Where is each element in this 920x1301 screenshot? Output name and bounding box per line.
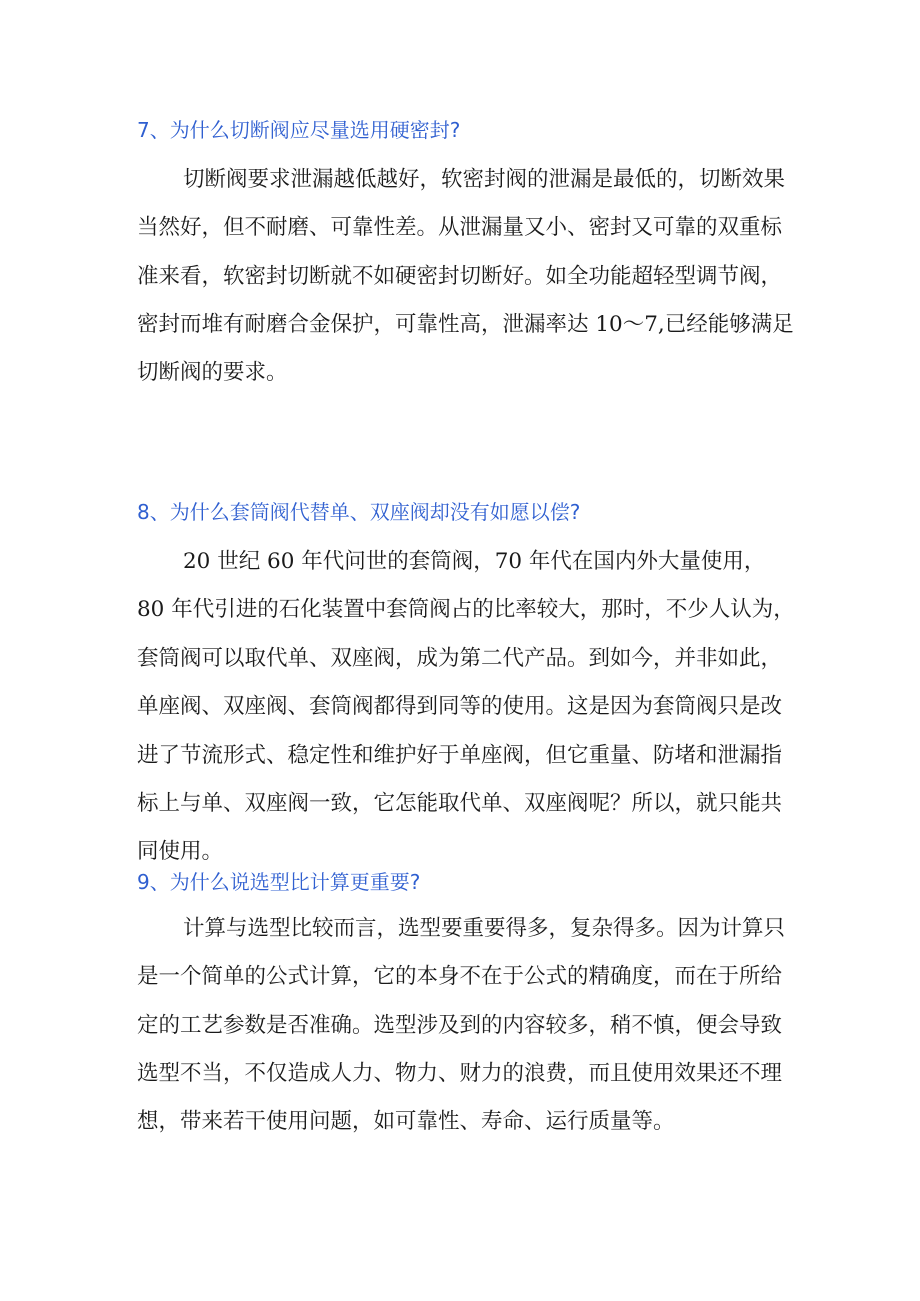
section-9-heading: 9、为什么说选型比计算更重要? (137, 870, 421, 894)
section-7-line-1: 切断阀要求泄漏越低越好，软密封阀的泄漏是最低的，切断效果 (183, 167, 786, 192)
section-9-line-4: 选型不当，不仅造成人力、物力、财力的浪费，而且使用效果还不理 (137, 1061, 783, 1086)
section-7-line-3: 准来看，软密封切断就不如硬密封切断好。如全功能超轻型调节阀， (137, 264, 783, 289)
section-9-line-1: 计算与选型比较而言，选型要重要得多，复杂得多。因为计算只 (183, 916, 786, 941)
section-8-line-5: 进了节流形式、稳定性和维护好于单座阀，但它重量、防堵和泄漏指 (137, 743, 783, 768)
section-8-line-4: 单座阀、双座阀、套筒阀都得到同等的使用。这是因为套筒阀只是改 (137, 694, 783, 719)
section-7-line-5: 切断阀的要求。 (137, 360, 288, 385)
section-8-line-6: 标上与单、双座阀一致，它怎能取代单、双座阀呢？所以，就只能共 (137, 791, 783, 816)
section-8-line-1: 20 世纪 60 年代问世的套筒阀，70 年代在国内外大量使用， (183, 549, 766, 574)
section-7-line-2: 当然好，但不耐磨、可靠性差。从泄漏量又小、密封又可靠的双重标 (137, 215, 783, 240)
section-8-heading: 8、为什么套筒阀代替单、双座阀却没有如愿以偿? (137, 500, 581, 524)
section-8-line-7: 同使用。 (137, 839, 224, 864)
section-8-line-3: 套筒阀可以取代单、双座阀，成为第二代产品。到如今，并非如此， (137, 646, 783, 671)
section-9-line-3: 定的工艺参数是否准确。选型涉及到的内容较多，稍不慎，便会导致 (137, 1013, 783, 1038)
section-9-line-2: 是一个简单的公式计算，它的本身不在于公式的精确度，而在于所给 (137, 964, 783, 989)
section-8-line-2: 80 年代引进的石化装置中套筒阀占的比率较大，那时，不少人认为， (137, 597, 795, 622)
section-7-line-4: 密封而堆有耐磨合金保护，可靠性高，泄漏率达 10～7,已经能够满足 (137, 312, 794, 337)
section-7-heading: 7、为什么切断阀应尽量选用硬密封? (137, 118, 461, 142)
section-9-line-5: 想，带来若干使用问题，如可靠性、寿命、运行质量等。 (137, 1109, 675, 1134)
